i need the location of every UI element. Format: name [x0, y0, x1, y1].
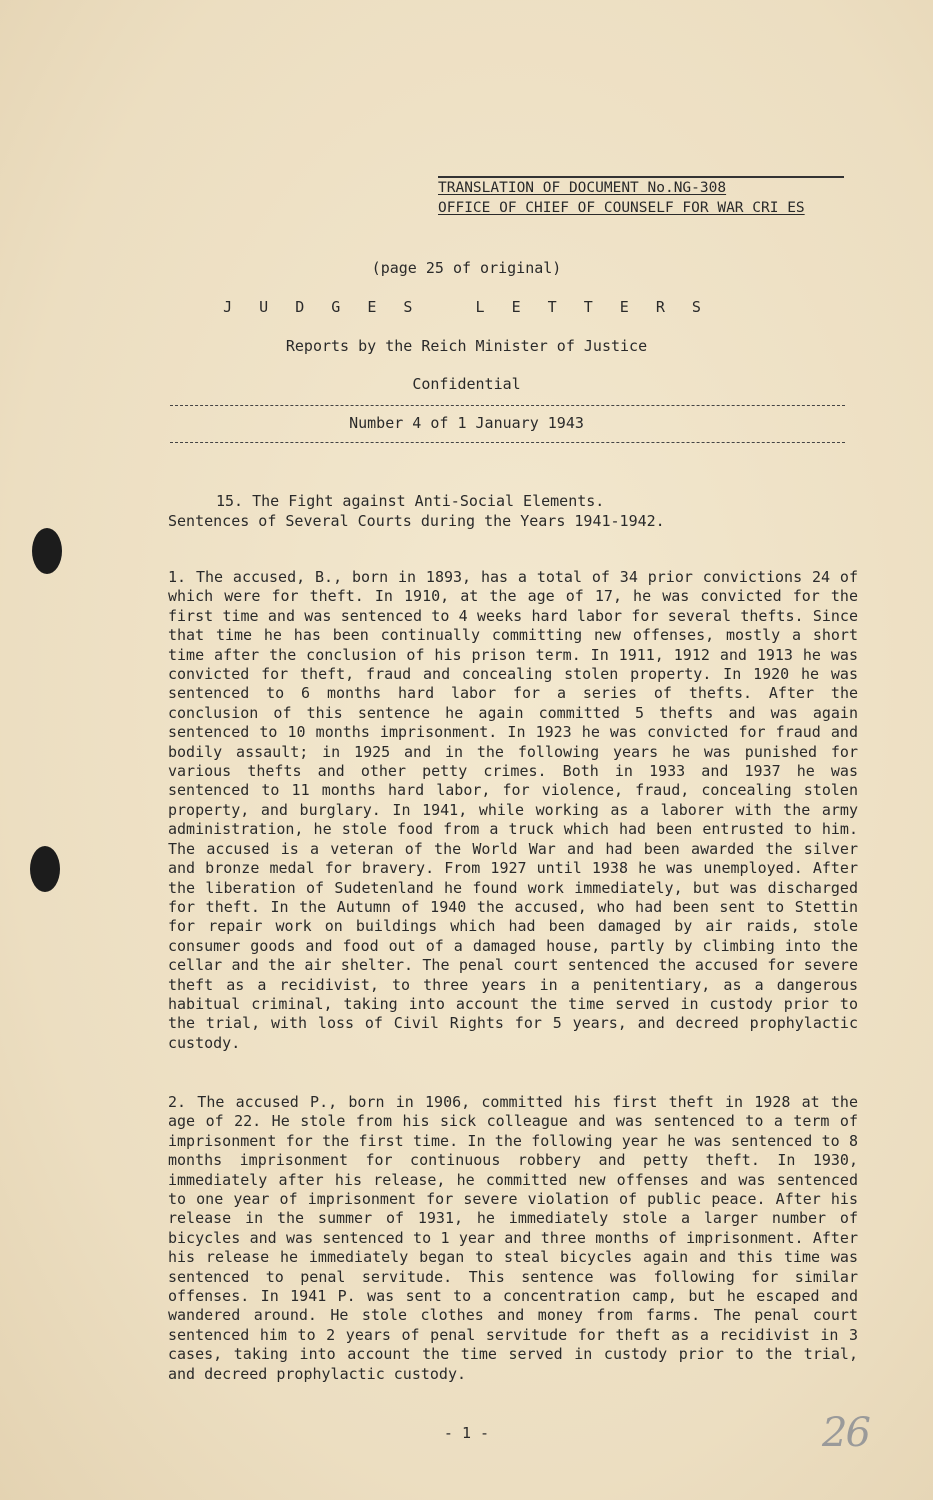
handwritten-page-mark: 26	[822, 1410, 869, 1456]
header-office-line: OFFICE OF CHIEF OF COUNSELF FOR WAR CRI ES	[438, 200, 805, 216]
header-translation-line: TRANSLATION OF DOCUMENT No.NG-308	[438, 180, 727, 196]
document-title: J U D G E S L E T T E R S	[223, 298, 710, 316]
section-heading	[168, 492, 848, 531]
bottom-dashed-rule	[170, 442, 845, 443]
section-heading-title: 15. The Fight against Anti-Social Elements.	[216, 492, 605, 510]
document-subtitle: Reports by the Reich Minister of Justice	[285, 337, 648, 355]
top-dashed-rule	[170, 405, 845, 406]
page-number: - 1 -	[443, 1424, 490, 1442]
case-paragraph-2: 2. The accused P., born in 1906, committed his first theft in 1928 at the age of 22. He stole from his sick colleague and was sentenced to a term of imprisonment for the first time. In the following year he was sentenced to 8 months imprisonment for continuous robbery and petty theft. In 1930, immediately after his release, he committed new offenses and was sentenced to one year of imprisonment for severe violation of public peace. After his release in the summer of 1931, he immediately stole a larger number of bicycles and was sentenced to 1 year and three months of imprisonment. After his release he immediately began to steal bicycles again and this time was sentenced to penal servitude. This sentence was following for similar offenses. In 1941 P. was sent to a concentration camp, but he escaped and wandered around. He stole clothes and money from farms. The penal court sentenced him to 2 years of penal servitude for theft as a recidivist in 3 cases, taking into account the time served in custody prior to the trial, and decreed prophylactic custody.	[168, 1093, 858, 1383]
punch-hole-bottom	[30, 846, 60, 892]
document-header	[438, 176, 844, 218]
section-heading-subtitle: Sentences of Several Courts during the Years 1941-1942.	[168, 511, 665, 530]
punch-hole-top	[32, 528, 62, 574]
classification-label: Confidential	[412, 375, 521, 393]
case-paragraph-1: 1. The accused, B., born in 1893, has a total of 34 prior convictions 24 of which were for theft. In 1910, at the age of 17, he was convicted for the first time and was sentenced to 4 weeks hard labor for several thefts. Since that time he has been continually committing new offenses, mostly a short time after the conclusion of his prison term. In 1911, 1912 and 1913 he was convicted for theft, fraud and concealing stolen property. In 1920 he was sentenced to 6 months hard labor for a series of thefts. After the conclusion of this sentence he again committed 5 thefts and was again sentenced to 10 months imprisonment. In 1923 he was convicted for fraud and bodily assault; in 1925 and in the following years he was punished for various thefts and other petty crimes. Both in 1933 and 1937 he was sentenced to 11 months hard labor, for violence, fraud, concealing stolen property, and burglary. In 1941, while working as a laborer with the army administration, he stole food from a truck which had been entrusted to him. The accused is a veteran of the World War and had been awarded the silver and bronze medal for bravery. From 1927 until 1938 he was unemployed. After the liberation of Sudetenland he found work immediately, but was discharged for theft. In the Autumn of 1940 the accused, who had been sent to Stettin for repair work on buildings which had been damaged by air raids, stole consumer goods and food out of a damaged house, partly by climbing into the cellar and the air shelter. The penal court sentenced the accused for severe theft as a recidivist, to three years in a penitentiary, as a dangerous habitual criminal, taking into account the time served in custody prior to the trial, with loss of Civil Rights for 5 years, and decreed prophylactic custody.	[168, 568, 858, 1052]
page-reference: (page 25 of original)	[371, 259, 562, 277]
issue-number: Number 4 of 1 January 1943	[349, 414, 584, 432]
